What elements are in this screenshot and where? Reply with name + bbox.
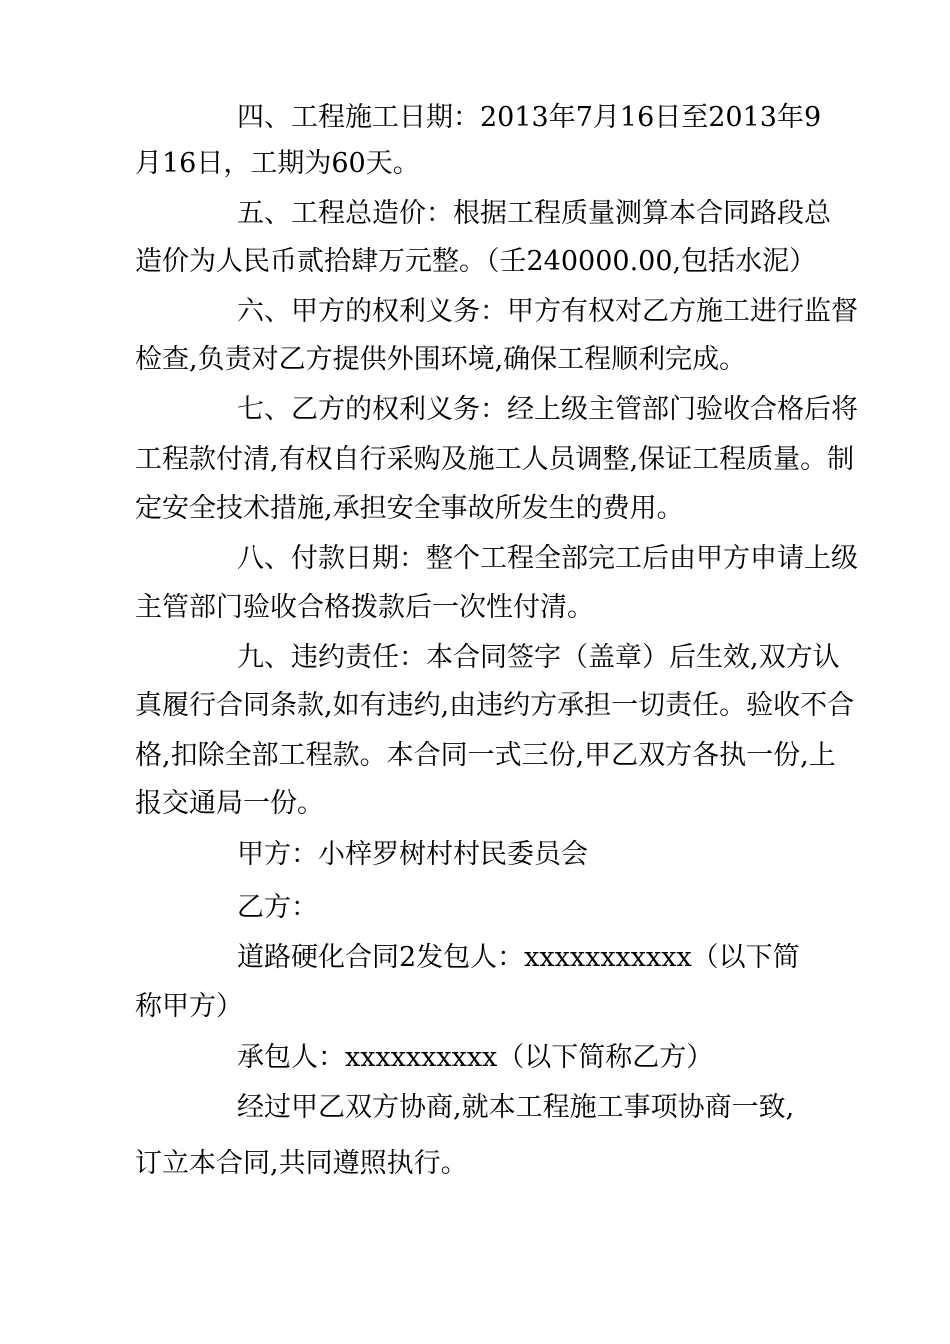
contract2-employer-line-1: 道路硬化合同2发包人：xxxxxxxxxxx（以下简	[237, 942, 800, 973]
clause-8-line-2: 主管部门验收合格拨款后一次性付清。	[135, 592, 594, 623]
clause-7-line-3: 定安全技术措施,承担安全事故所发生的费用。	[135, 493, 684, 524]
clause-9-line-1: 九、违约责任：本合同签字（盖章）后生效,双方认	[237, 642, 840, 673]
clause-9-line-2: 真履行合同条款,如有违约,由违约方承担一切责任。验收不合	[135, 690, 855, 721]
clause-7-line-2: 工程款付清,有权自行采购及施工人员调整,保证工程质量。制	[135, 444, 855, 475]
clause-6-line-1: 六、甲方的权利义务：甲方有权对乙方施工进行监督	[237, 296, 858, 327]
clause-4-line-1: 四、工程施工日期：2013年7月16日至2013年9	[237, 102, 822, 133]
clause-8-line-1: 八、付款日期：整个工程全部完工后由甲方申请上级	[237, 543, 858, 574]
contract2-employer-line-2: 称甲方）	[135, 991, 243, 1022]
clause-6-line-2: 检查,负责对乙方提供外围环境,确保工程顺利完成。	[135, 344, 747, 375]
clause-5-line-2: 造价为人民币贰拾肆万元整。（壬240000.00,包括水泥）	[135, 246, 817, 277]
clause-9-line-3: 格,扣除全部工程款。本合同一式三份,甲乙双方各执一份,上	[135, 740, 836, 771]
clause-5-line-1: 五、工程总造价：根据工程质量测算本合同路段总	[237, 198, 831, 229]
contract2-intro-line-1: 经过甲乙双方协商,就本工程施工事项协商一致,	[237, 1092, 795, 1123]
party-b-line: 乙方：	[237, 892, 318, 923]
contract2-intro-line-2: 订立本合同,共同遵照执行。	[135, 1148, 468, 1179]
clause-4-line-2: 月16日，工期为60天。	[135, 148, 420, 179]
clause-9-line-4: 报交通局一份。	[135, 788, 324, 819]
party-a-line: 甲方：小梓罗树村村民委员会	[237, 839, 588, 870]
clause-7-line-1: 七、乙方的权利义务：经上级主管部门验收合格后将	[237, 394, 858, 425]
contract2-contractor-line: 承包人：xxxxxxxxxx（以下简称乙方）	[237, 1042, 714, 1073]
